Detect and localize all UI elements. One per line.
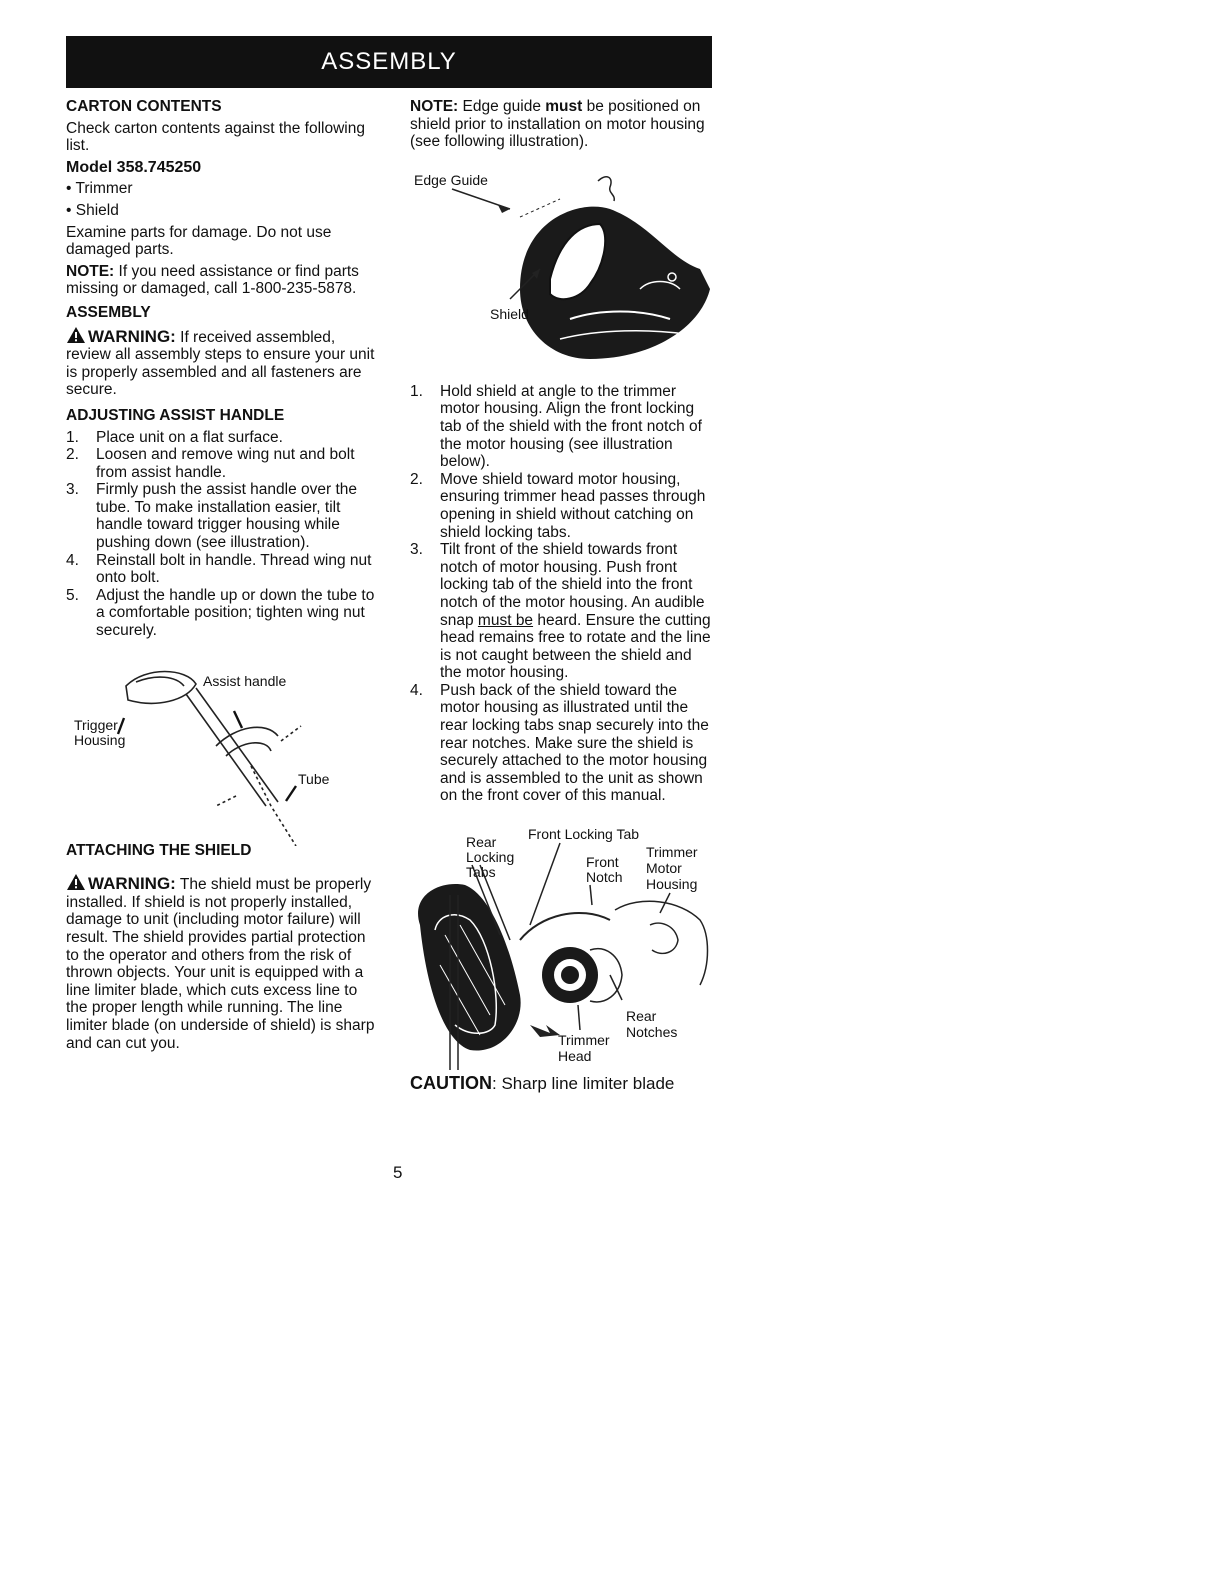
shield-drawing bbox=[410, 169, 716, 369]
list-item: 3. Tilt front of the shield towards front notch of motor housing. Push front locking tab of the shield into the front notch of the motor housing. An audible snap must be heard. Ensure the cutting head remains free to rotate and the line is not caught between the shield and the motor housing. bbox=[410, 541, 711, 682]
warning-label: WARNING: bbox=[88, 874, 176, 894]
assist-handle-illustration bbox=[66, 656, 382, 846]
list-item: 1. Place unit on a flat surface. bbox=[66, 428, 283, 446]
warning-text: The shield must be properly installed. If shield is not properly installed, damage to unit (including motor failure) will result. The shield provides partial protection to the operator and others from the risk of thrown objects. Your unit is equipped with a line limiter blade, which cuts excess line to the proper length while running. The line limiter blade (on underside of shield) is sharp and can cut you. bbox=[66, 876, 375, 1052]
warning-paragraph-2 bbox=[66, 873, 382, 1052]
shield-installation-illustration bbox=[410, 825, 716, 1075]
adjust-handle-heading: ADJUSTING ASSIST HANDLE bbox=[66, 406, 285, 424]
list-item: 5. Adjust the handle up or down the tube to a comfortable position; tighten wing nut securely. bbox=[66, 586, 375, 640]
list-item: 4. Reinstall bolt in handle. Thread wing nut onto bolt. bbox=[66, 551, 372, 587]
edge-guide-note: NOTE: Edge guide must be positioned on shield prior to installation on motor housing (see following illustration). bbox=[410, 98, 705, 151]
assembly-heading: ASSEMBLY bbox=[66, 303, 151, 321]
notch-label: Notch bbox=[586, 869, 623, 886]
caution-line bbox=[410, 1075, 716, 1093]
warning-paragraph-1 bbox=[66, 326, 382, 399]
tabs-label: Tabs bbox=[466, 864, 496, 881]
note-text: If you need assistance or find parts missing or damaged, call 1-800-235-5878. bbox=[66, 262, 359, 298]
caution-text: : Sharp line limiter blade bbox=[492, 1074, 675, 1094]
edge-guide-label: Edge Guide bbox=[414, 171, 488, 188]
list-item: 3. Firmly push the assist handle over the tube. To make installation easier, tilt handle toward trigger housing while pushing down (see illustration). bbox=[66, 481, 358, 552]
banner-title: ASSEMBLY bbox=[321, 48, 457, 75]
warning-triangle-icon bbox=[66, 326, 86, 344]
list-item: • Shield bbox=[66, 201, 119, 219]
shield-illustration bbox=[410, 169, 716, 369]
list-item: 1. Hold shield at angle to the trimmer motor housing. Align the front locking tab of the shield with the front notch of the motor housing (see illustration below). bbox=[410, 382, 702, 471]
housing-label: Housing bbox=[74, 731, 126, 748]
note-label: NOTE: bbox=[66, 262, 115, 280]
rear-label: Rear bbox=[466, 834, 497, 851]
caution-label: CAUTION bbox=[410, 1073, 492, 1094]
examine-text: Examine parts for damage. Do not use damaged parts. bbox=[66, 223, 332, 259]
trimmer-label: Trimmer bbox=[646, 844, 698, 861]
assist-handle-label: Assist handle bbox=[203, 672, 287, 689]
attaching-shield-heading: ATTACHING THE SHIELD bbox=[66, 841, 252, 859]
list-item: 4. Push back of the shield toward the motor housing as illustrated until the rear locking tabs snap securely into the rear notches. Make sure the shield is securely attached to the motor housing and is assembled to the unit as shown on the front cover of this manual. bbox=[410, 681, 709, 805]
carton-contents-text: Check carton contents against the following list. bbox=[66, 119, 365, 155]
shield-label: Shield bbox=[490, 305, 529, 322]
left-column bbox=[66, 98, 382, 1056]
notches-label: Notches bbox=[626, 1024, 678, 1041]
motor-label: Motor bbox=[646, 860, 682, 877]
carton-contents-heading: CARTON CONTENTS bbox=[66, 98, 222, 115]
handle-steps-list bbox=[66, 429, 382, 640]
tube-label: Tube bbox=[298, 770, 330, 787]
warning-text: If received assembled, review all assembly steps to ensure your unit is properly assembled and all fasteners are secure. bbox=[66, 328, 375, 399]
front-label: Front bbox=[586, 854, 619, 871]
list-item: • Trimmer bbox=[66, 180, 133, 198]
section-banner bbox=[66, 36, 712, 88]
rear-notches-label: Rear bbox=[626, 1008, 657, 1025]
warning-triangle-icon bbox=[66, 873, 86, 891]
locking-label: Locking bbox=[466, 849, 515, 866]
list-item: 2. Move shield toward motor housing, ensuring trimmer head passes through opening in shield without catching on shield locking tabs. bbox=[410, 470, 706, 541]
front-locking-tab-label: Front Locking Tab bbox=[528, 826, 640, 843]
list-item: 2. Loosen and remove wing nut and bolt from assist handle. bbox=[66, 446, 355, 481]
page-number: 5 bbox=[393, 1163, 403, 1182]
housing-label: Housing bbox=[646, 876, 698, 893]
right-column bbox=[410, 98, 716, 1097]
shield-steps-list bbox=[410, 383, 716, 805]
trimmer-head-label: Trimmer bbox=[558, 1032, 610, 1049]
trigger-label: Trigger bbox=[74, 716, 118, 733]
note-paragraph bbox=[66, 263, 382, 298]
warning-label: WARNING: bbox=[88, 326, 176, 346]
head-label: Head bbox=[558, 1048, 592, 1065]
model-number: Model 358.745250 bbox=[66, 158, 202, 176]
